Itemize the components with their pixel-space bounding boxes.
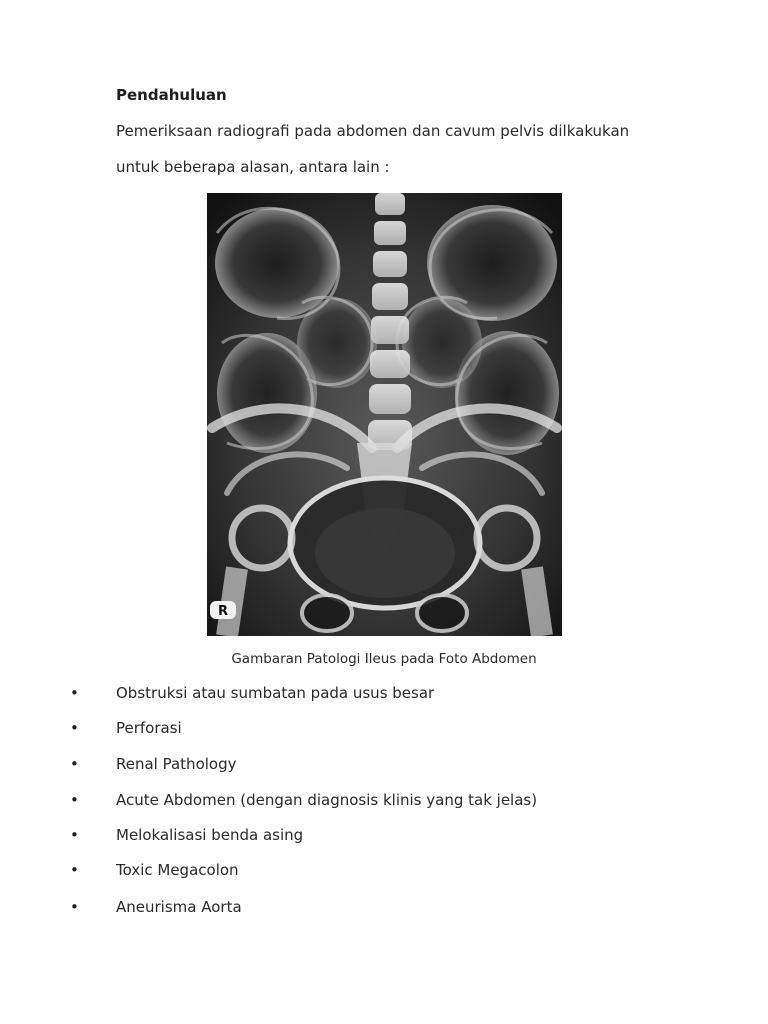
side-marker: R (217, 604, 229, 619)
bullet: • (70, 826, 79, 844)
section-heading: Pendahuluan (116, 86, 227, 104)
intro-line-2: untuk beberapa alasan, antara lain : (116, 158, 390, 176)
list-item (0, 719, 768, 743)
bullet: • (70, 791, 79, 809)
intro-line-1: Pemeriksaan radiografi pada abdomen dan cavum pelvis dilkakukan (116, 122, 630, 140)
list-item (0, 684, 768, 708)
list-item-text: Melokalisasi benda asing (116, 826, 304, 844)
xray-image (207, 193, 562, 636)
bullet: • (70, 719, 79, 737)
list-item (0, 898, 768, 922)
list-item (0, 861, 768, 885)
bullet: • (70, 684, 79, 702)
list-item-text: Perforasi (116, 719, 182, 737)
list-item-text: Renal Pathology (116, 755, 237, 773)
list-item (0, 755, 768, 779)
figure-caption-text: Gambaran Patologi Ileus pada Foto Abdomen (231, 651, 537, 667)
list-item (0, 826, 768, 850)
list-item-text: Aneurisma Aorta (116, 898, 242, 916)
figure-caption (0, 651, 768, 667)
list-item-text: Acute Abdomen (dengan diagnosis klinis yang tak jelas) (116, 791, 538, 809)
bullet: • (70, 898, 79, 916)
list-item-text: Obstruksi atau sumbatan pada usus besar (116, 684, 435, 702)
list-item-text: Toxic Megacolon (116, 861, 239, 879)
list-item (0, 791, 768, 815)
bullet: • (70, 861, 79, 879)
bullet: • (70, 755, 79, 773)
